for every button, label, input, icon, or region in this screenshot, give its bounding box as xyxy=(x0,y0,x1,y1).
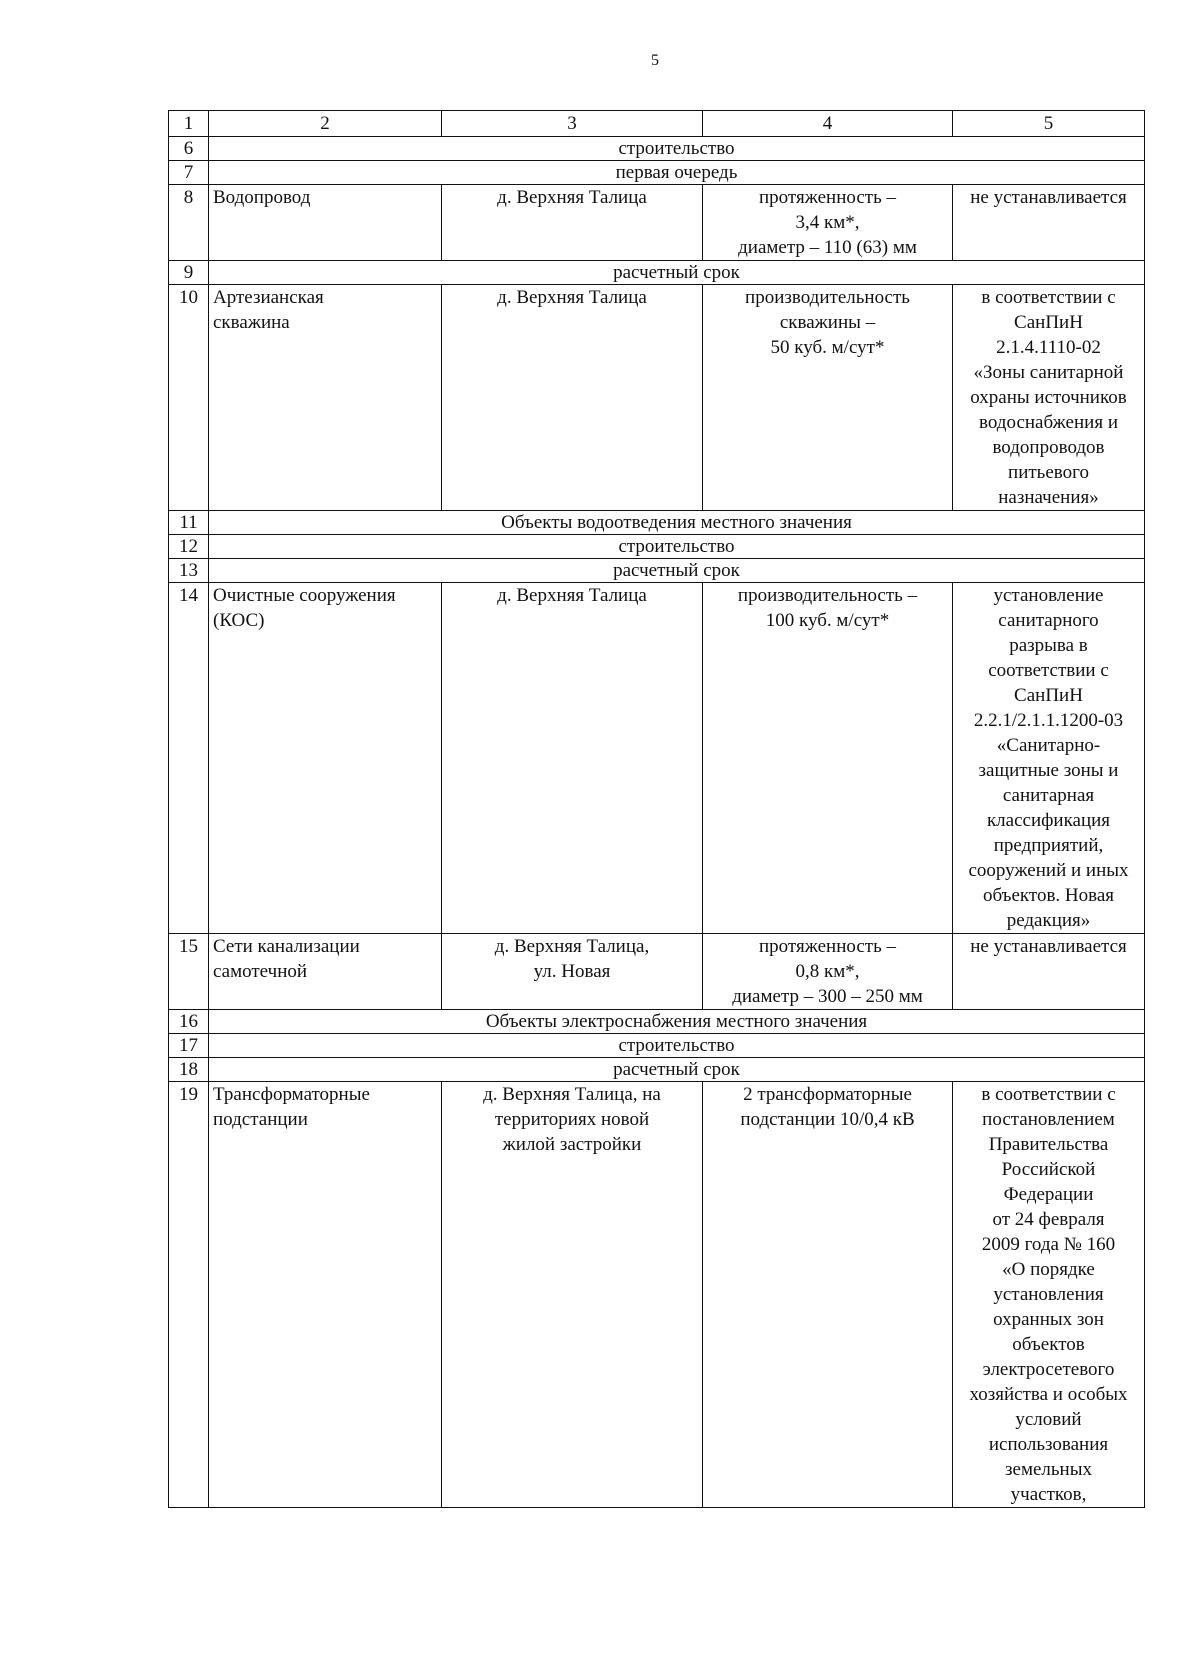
object-params: производительность скважины – 50 куб. м/сут* xyxy=(703,285,953,511)
section-row xyxy=(169,137,1145,161)
object-location: д. Верхняя Талица xyxy=(442,285,703,511)
table-row xyxy=(169,583,1145,934)
row-number: 17 xyxy=(169,1034,209,1058)
header-row xyxy=(169,111,1145,137)
object-name: Очистные сооружения (КОС) xyxy=(209,583,442,934)
section-title: первая очередь xyxy=(209,161,1145,185)
row-number: 11 xyxy=(169,511,209,535)
header-cell: 1 xyxy=(169,111,209,137)
object-params: производительность – 100 куб. м/сут* xyxy=(703,583,953,934)
object-params: 2 трансформаторные подстанции 10/0,4 кВ xyxy=(703,1082,953,1508)
object-name: Трансформаторные подстанции xyxy=(209,1082,442,1508)
table-row xyxy=(169,185,1145,261)
row-number: 18 xyxy=(169,1058,209,1082)
section-title: расчетный срок xyxy=(209,1058,1145,1082)
section-title: Объекты электроснабжения местного значения xyxy=(209,1010,1145,1034)
object-location: д. Верхняя Талица, ул. Новая xyxy=(442,934,703,1010)
object-name: Водопровод xyxy=(209,185,442,261)
header-cell: 5 xyxy=(953,111,1145,137)
section-title: Объекты водоотведения местного значения xyxy=(209,511,1145,535)
row-number: 19 xyxy=(169,1082,209,1508)
object-zone: установление санитарного разрыва в соответствии с СанПиН 2.2.1/2.1.1.1200-03 «Санитарно- защитные зоны и санитарная классификация предприятий, сооружений и иных объектов. Новая редакция» xyxy=(953,583,1145,934)
section-row xyxy=(169,161,1145,185)
object-params: протяженность – 3,4 км*, диаметр – 110 (63) мм xyxy=(703,185,953,261)
object-zone: не устанавливается xyxy=(953,934,1145,1010)
row-number: 10 xyxy=(169,285,209,511)
row-number: 13 xyxy=(169,559,209,583)
object-params: протяженность – 0,8 км*, диаметр – 300 – 250 мм xyxy=(703,934,953,1010)
table-row xyxy=(169,934,1145,1010)
table-row xyxy=(169,285,1145,511)
row-number: 12 xyxy=(169,535,209,559)
section-row xyxy=(169,1058,1145,1082)
section-row xyxy=(169,535,1145,559)
object-location: д. Верхняя Талица xyxy=(442,185,703,261)
header-cell: 2 xyxy=(209,111,442,137)
section-row xyxy=(169,511,1145,535)
row-number: 6 xyxy=(169,137,209,161)
section-title: строительство xyxy=(209,1034,1145,1058)
objects-table xyxy=(168,110,1145,1508)
header-cell: 4 xyxy=(703,111,953,137)
table-row xyxy=(169,1082,1145,1508)
header-cell: 3 xyxy=(442,111,703,137)
row-number: 15 xyxy=(169,934,209,1010)
object-zone: не устанавливается xyxy=(953,185,1145,261)
section-title: строительство xyxy=(209,535,1145,559)
row-number: 8 xyxy=(169,185,209,261)
object-zone: в соответствии с СанПиН 2.1.4.1110-02 «Зоны санитарной охраны источников водоснабжения и водопроводов питьевого назначения» xyxy=(953,285,1145,511)
section-row xyxy=(169,559,1145,583)
section-row xyxy=(169,1034,1145,1058)
object-name: Артезианская скважина xyxy=(209,285,442,511)
row-number: 9 xyxy=(169,261,209,285)
section-row xyxy=(169,261,1145,285)
section-title: расчетный срок xyxy=(209,559,1145,583)
section-title: расчетный срок xyxy=(209,261,1145,285)
row-number: 14 xyxy=(169,583,209,934)
page-number: 5 xyxy=(651,52,659,69)
object-location: д. Верхняя Талица, на территориях новой жилой застройки xyxy=(442,1082,703,1508)
object-zone: в соответствии с постановлением Правительства Российской Федерации от 24 февраля 2009 года № 160 «О порядке установления охранных зон объектов электросетевого хозяйства и особых условий использования земельных участков, xyxy=(953,1082,1145,1508)
object-name: Сети канализации самотечной xyxy=(209,934,442,1010)
section-row xyxy=(169,1010,1145,1034)
section-title: строительство xyxy=(209,137,1145,161)
object-location: д. Верхняя Талица xyxy=(442,583,703,934)
row-number: 7 xyxy=(169,161,209,185)
row-number: 16 xyxy=(169,1010,209,1034)
